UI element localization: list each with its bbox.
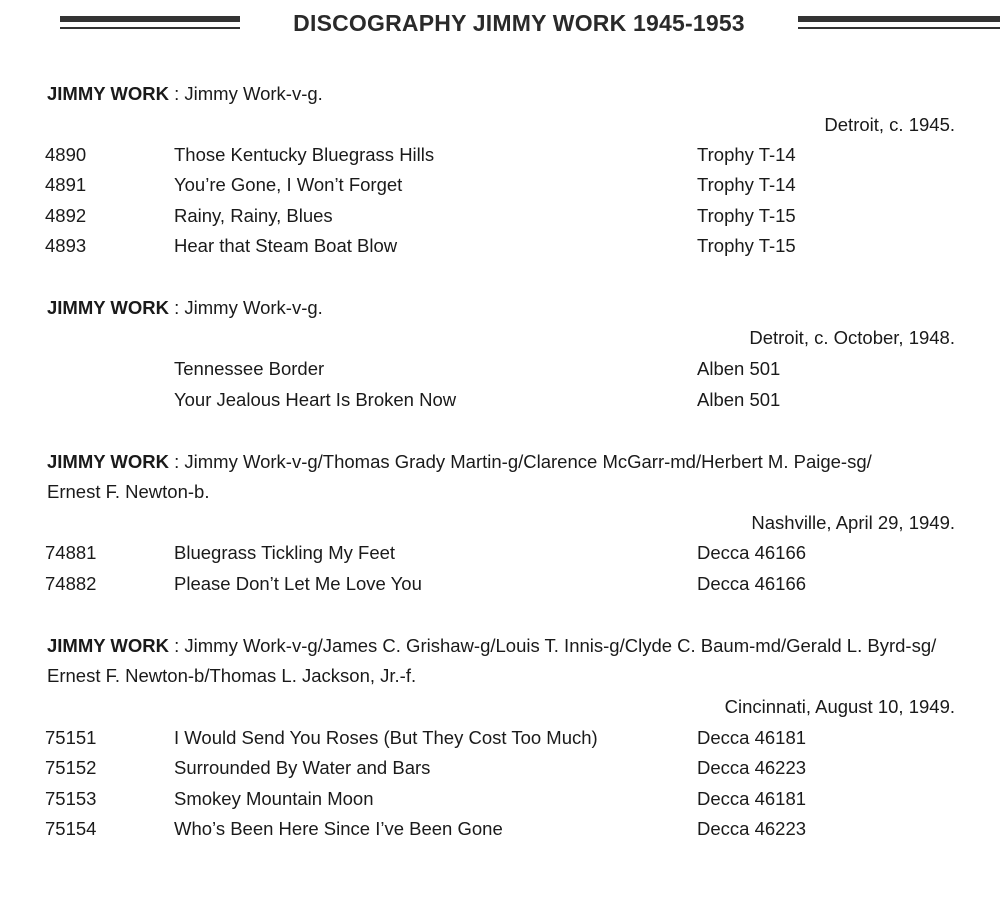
session-artist: JIMMY WORK — [47, 451, 169, 472]
session-artist-line — [47, 631, 947, 661]
session-place-date: Detroit, c. 1945. — [824, 114, 955, 135]
track-matrix: 75154 — [45, 818, 97, 839]
session-personnel-continued: Ernest F. Newton-b. — [47, 481, 210, 502]
track-matrix: 75151 — [45, 727, 97, 748]
session-separator: : — [168, 451, 185, 472]
session-place-date: Cincinnati, August 10, 1949. — [724, 696, 955, 717]
session-separator: : — [168, 83, 185, 104]
track-row — [0, 753, 1000, 783]
track-issue: Decca 46223 — [697, 818, 807, 839]
header-rule-right — [798, 16, 1000, 30]
header-rule-left-thin — [60, 27, 240, 29]
track-issue: Decca 46166 — [697, 573, 807, 594]
page-header — [0, 0, 1000, 50]
track-title: You’re Gone, I Won’t Forget — [174, 174, 403, 195]
page-title: DISCOGRAPHY JIMMY WORK 1945-1953 — [293, 10, 745, 36]
session-place-date: Detroit, c. October, 1948. — [749, 327, 955, 348]
session-artist: JIMMY WORK — [47, 635, 169, 656]
track-row — [0, 385, 1000, 415]
track-row — [0, 814, 1000, 844]
session-artist-line — [47, 293, 947, 323]
track-matrix: 4893 — [45, 235, 87, 256]
track-title: Your Jealous Heart Is Broken Now — [174, 389, 457, 410]
track-row — [0, 201, 1000, 231]
track-title: Tennessee Border — [174, 358, 325, 379]
track-issue: Trophy T-15 — [697, 205, 796, 226]
session-personnel: Jimmy Work-v-g. — [184, 297, 323, 318]
track-title: Those Kentucky Bluegrass Hills — [174, 144, 435, 165]
track-title: Rainy, Rainy, Blues — [174, 205, 333, 226]
track-row — [0, 170, 1000, 200]
session-separator: : — [168, 297, 185, 318]
track-title: Smokey Mountain Moon — [174, 788, 374, 809]
track-matrix: 4892 — [45, 205, 87, 226]
track-issue: Decca 46181 — [697, 727, 807, 748]
track-issue: Trophy T-14 — [697, 174, 796, 195]
track-issue: Trophy T-14 — [697, 144, 796, 165]
track-title: Bluegrass Tickling My Feet — [174, 542, 396, 563]
track-row — [0, 784, 1000, 814]
track-matrix: 75152 — [45, 757, 97, 778]
track-matrix: 75153 — [45, 788, 97, 809]
session-personnel-continued: Ernest F. Newton-b/Thomas L. Jackson, Jr.-f. — [47, 665, 417, 686]
track-issue: Decca 46166 — [697, 542, 807, 563]
header-rule-left — [60, 16, 240, 30]
session-separator: : — [168, 635, 185, 656]
session-place-date: Nashville, April 29, 1949. — [751, 512, 955, 533]
track-row — [0, 569, 1000, 599]
track-matrix: 4890 — [45, 144, 87, 165]
track-row — [0, 354, 1000, 384]
track-issue: Alben 501 — [697, 358, 781, 379]
session-artist-line — [47, 79, 947, 109]
track-title: I Would Send You Roses (But They Cost Too Much) — [174, 727, 598, 748]
session-artist-line — [47, 447, 947, 477]
header-rule-right-thin — [798, 27, 1000, 29]
track-issue: Decca 46223 — [697, 757, 807, 778]
header-rule-right-thick — [798, 16, 1000, 22]
track-row — [0, 231, 1000, 261]
track-row — [0, 538, 1000, 568]
track-title: Surrounded By Water and Bars — [174, 757, 431, 778]
track-title: Hear that Steam Boat Blow — [174, 235, 398, 256]
track-title: Who’s Been Here Since I’ve Been Gone — [174, 818, 503, 839]
session-personnel: Jimmy Work-v-g/James C. Grishaw-g/Louis T. Innis-g/Clyde C. Baum-md/Gerald L. Byrd-sg/ — [184, 635, 937, 656]
track-matrix: 74882 — [45, 573, 97, 594]
session-artist: JIMMY WORK — [47, 83, 169, 104]
session-personnel: Jimmy Work-v-g/Thomas Grady Martin-g/Clarence McGarr-md/Herbert M. Paige-sg/ — [184, 451, 872, 472]
track-title: Please Don’t Let Me Love You — [174, 573, 422, 594]
header-rule-left-thick — [60, 16, 240, 22]
track-issue: Trophy T-15 — [697, 235, 796, 256]
session-personnel: Jimmy Work-v-g. — [184, 83, 323, 104]
session-artist: JIMMY WORK — [47, 297, 169, 318]
track-row — [0, 140, 1000, 170]
track-matrix: 74881 — [45, 542, 97, 563]
track-issue: Alben 501 — [697, 389, 781, 410]
track-matrix: 4891 — [45, 174, 87, 195]
track-row — [0, 723, 1000, 753]
track-issue: Decca 46181 — [697, 788, 807, 809]
